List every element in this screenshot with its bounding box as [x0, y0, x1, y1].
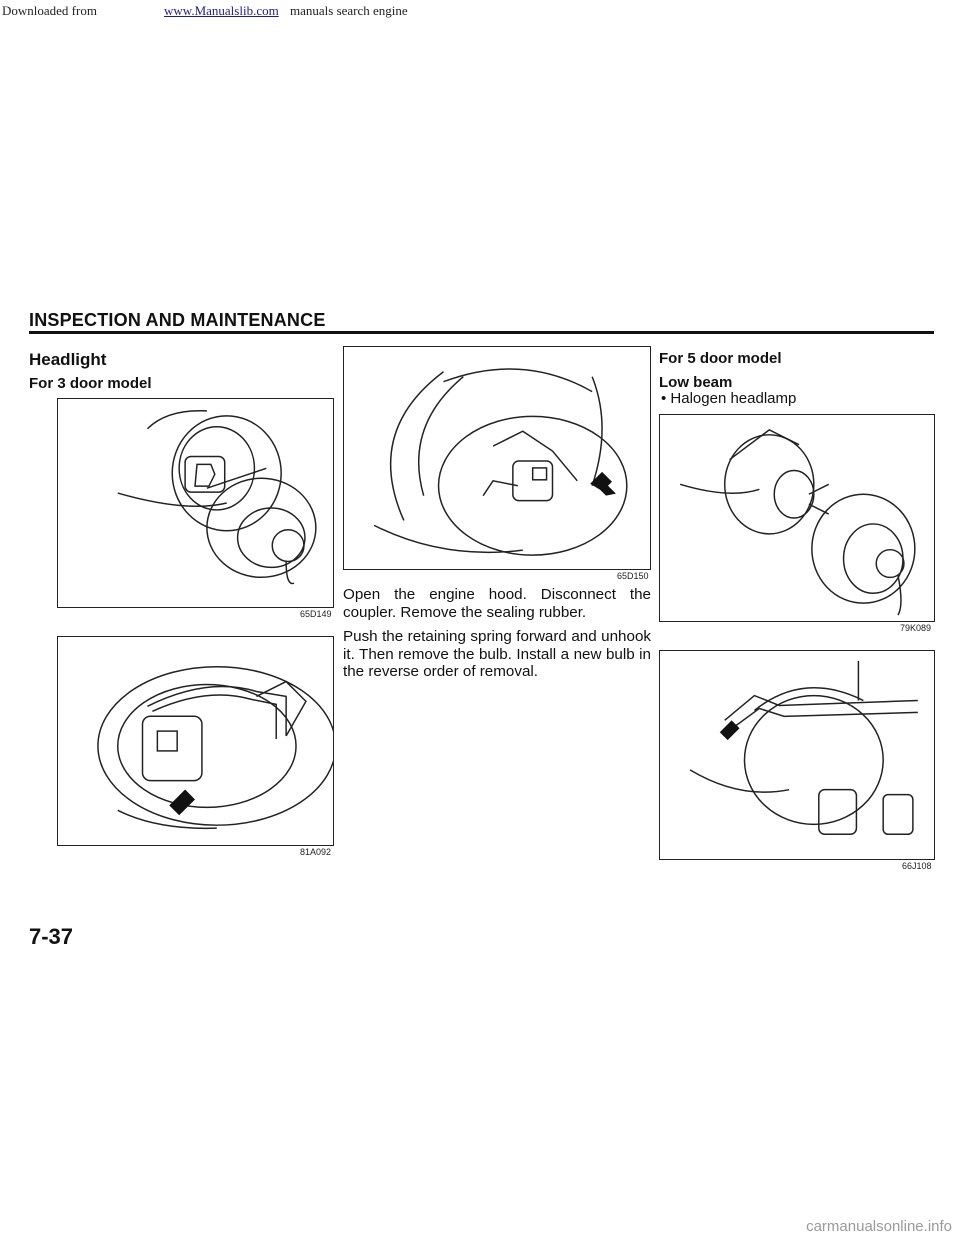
figure-code: 66J108 [902, 861, 932, 871]
headlamp-rear-illustration [58, 399, 333, 607]
figure-code: 65D149 [300, 609, 332, 619]
bullet-text: Halogen headlamp [670, 390, 797, 407]
figure-code: 65D150 [617, 571, 649, 581]
bulb-removal-illustration [660, 651, 934, 859]
figure-65d150 [343, 346, 651, 570]
figure-65d149 [57, 398, 334, 608]
download-prefix: Downloaded from [2, 3, 97, 18]
figure-66j108 [659, 650, 935, 860]
page-title: Headlight [29, 350, 107, 369]
download-suffix: manuals search engine [290, 3, 408, 18]
halogen-headlamp-illustration [660, 415, 934, 621]
section-header: INSPECTION AND MAINTENANCE [29, 310, 326, 330]
instruction-paragraph-1: Open the engine hood. Disconnect the coupler. Remove the sealing rubber. [343, 586, 651, 621]
manualslib-link[interactable]: www.Manualslib.com [164, 3, 279, 18]
bullet-icon: • [661, 390, 671, 407]
watermark: carmanualsonline.info [806, 1218, 952, 1235]
figure-79k089 [659, 414, 935, 622]
instruction-paragraph-2: Push the retaining spring forward and unhook it. Then remove the bulb. Install a new bulb in the reverse order of removal. [343, 628, 651, 680]
coupler-illustration [344, 347, 650, 569]
figure-code: 79K089 [900, 623, 932, 633]
figure-81a092 [57, 636, 334, 846]
subheading-3-door: For 3 door model [29, 375, 152, 392]
low-beam-label: Low beam [659, 374, 733, 391]
page-number: 7-37 [29, 924, 74, 949]
figure-code: 81A092 [300, 847, 332, 857]
header-rule [29, 331, 934, 334]
bullet-item [661, 390, 796, 407]
retaining-spring-illustration [58, 637, 333, 845]
download-line [0, 0, 960, 20]
subheading-5-door: For 5 door model [659, 350, 782, 367]
